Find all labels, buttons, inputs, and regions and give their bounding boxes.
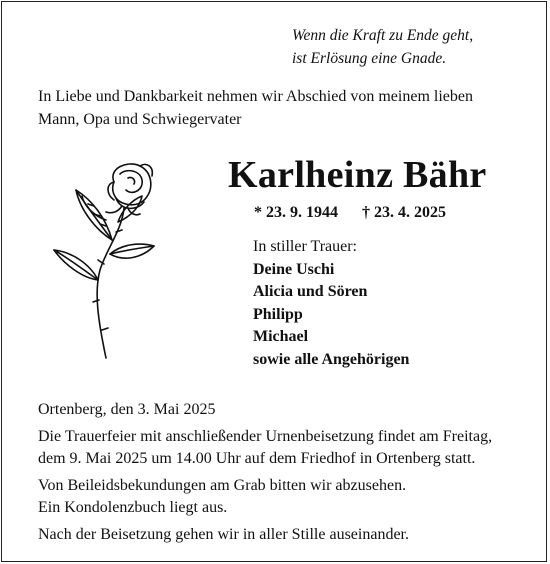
mourner-name: Michael [253,328,309,345]
motto-line-1: Wenn die Kraft zu Ende geht, [292,27,474,44]
details-block [38,399,528,546]
mourners-heading: In stiller Trauer: [253,238,357,255]
mourner-name: Deine Uschi [253,260,335,278]
mourners-block [253,236,409,371]
closing-line: Nach der Beisetzung gehen wir in aller Stille auseinander. [38,525,409,543]
intro-text [38,85,473,131]
motto-line-2: ist Erlösung eine Gnade. [292,50,447,67]
death-date: † 23. 4. 2025 [362,204,446,221]
intro-line-1: In Liebe und Dankbarkeit nehmen wir Abschied von meinem lieben [38,88,473,105]
funeral-line-2: dem 9. Mai 2025 um 14.00 Uhr auf dem Friedhof in Ortenberg statt. [38,450,476,467]
obituary-frame [1,1,547,562]
intro-line-2: Mann, Opa und Schwiegervater [38,111,242,128]
funeral-line-1: Die Trauerfeier mit anschließender Urnenbeisetzung findet am Freitag, [38,427,493,445]
motto-quote [292,24,518,70]
rose-icon [36,160,166,360]
mourner-name: Alicia und Sören [253,283,368,300]
condolence-line-2: Ein Kondolenzbuch liegt aus. [38,499,228,516]
place-date: Ortenberg, den 3. Mai 2025 [38,401,216,418]
mourner-name: sowie alle Angehörigen [253,350,410,368]
deceased-name: Karlheinz Bähr [228,154,487,196]
birth-date: * 23. 9. 1944 [254,204,338,221]
condolence-line-1: Von Beileidsbekundungen am Grab bitten wir abzusehen. [38,476,407,494]
mourner-name: Philipp [253,305,303,323]
